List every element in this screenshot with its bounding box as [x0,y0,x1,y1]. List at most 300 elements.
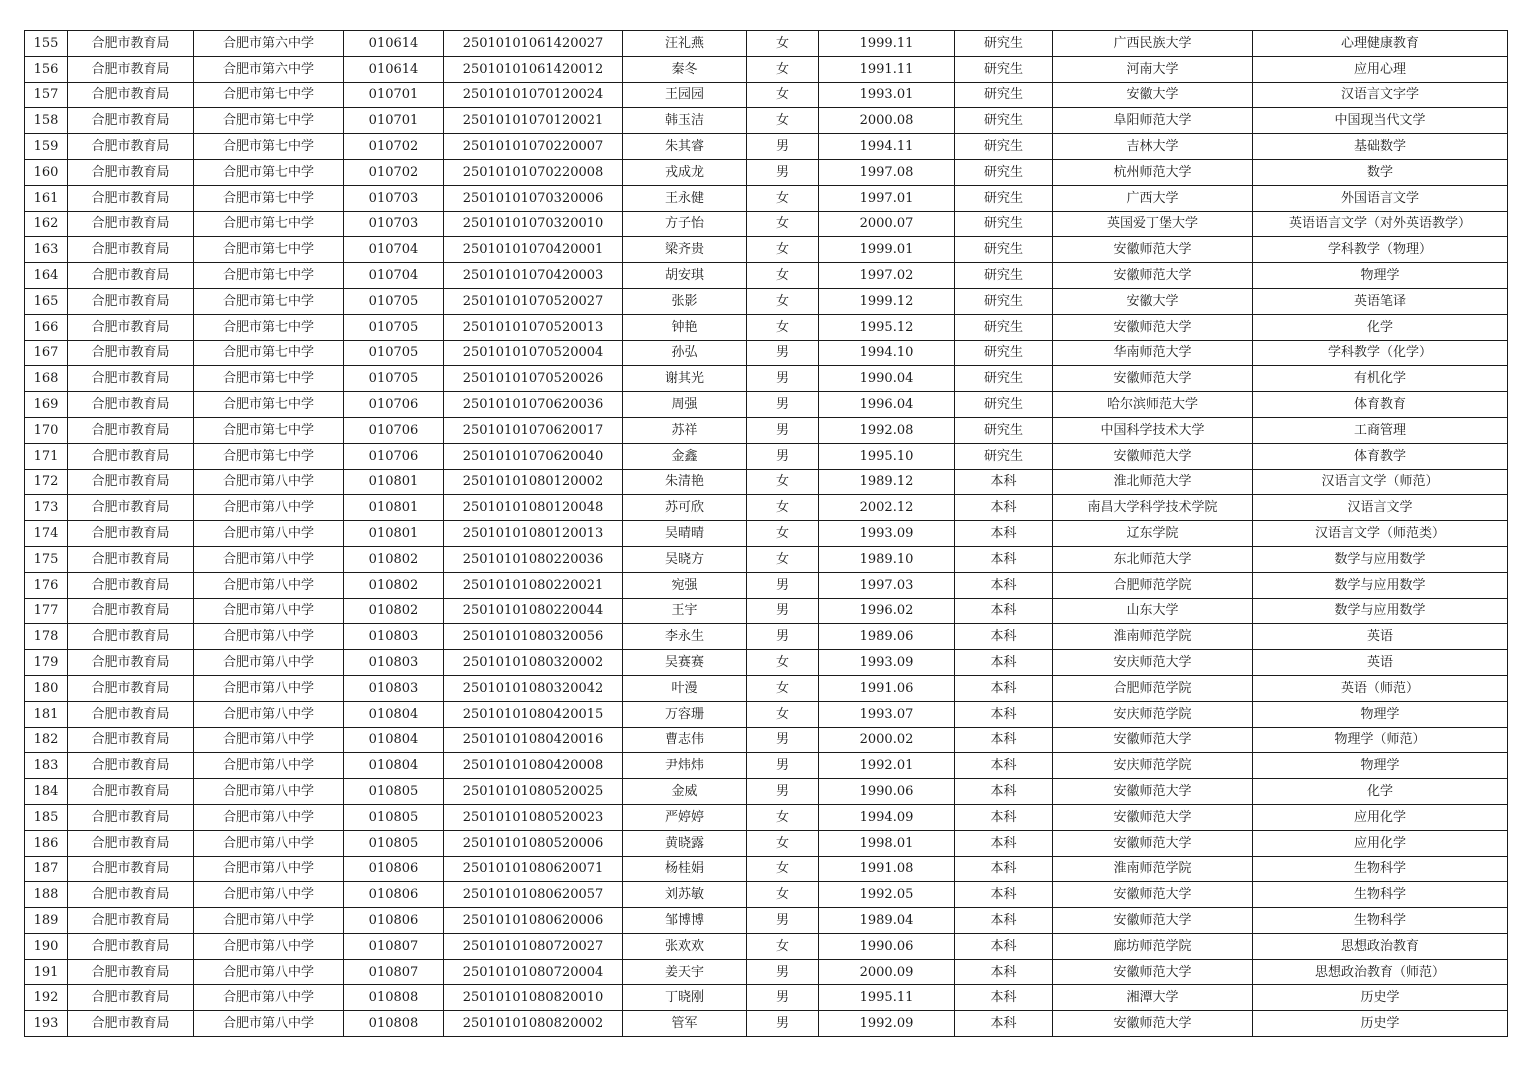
gender-cell: 女 [747,495,819,521]
gender-cell: 男 [747,417,819,443]
birth-date-cell: 1999.01 [819,237,955,263]
education-cell: 本科 [955,624,1053,650]
university-cell: 湘潭大学 [1053,985,1253,1011]
school-cell: 合肥市第七中学 [194,82,344,108]
major-cell: 物理学 [1253,263,1508,289]
table-row [25,985,1508,1011]
department-cell: 合肥市教育局 [68,392,194,418]
position-code-cell: 010614 [344,31,444,57]
major-cell: 体育教学 [1253,443,1508,469]
row-number-cell: 191 [25,959,68,985]
exam-id-cell: 25010101080420008 [444,753,623,779]
position-code-cell: 010804 [344,701,444,727]
position-code-cell: 010807 [344,959,444,985]
row-number-cell: 175 [25,546,68,572]
table-row [25,108,1508,134]
birth-date-cell: 1997.02 [819,263,955,289]
education-cell: 本科 [955,495,1053,521]
major-cell: 化学 [1253,779,1508,805]
position-code-cell: 010705 [344,340,444,366]
birth-date-cell: 1995.11 [819,985,955,1011]
row-number-cell: 159 [25,134,68,160]
table-row [25,134,1508,160]
table-row [25,263,1508,289]
birth-date-cell: 1993.01 [819,82,955,108]
birth-date-cell: 1992.08 [819,417,955,443]
birth-date-cell: 1992.01 [819,753,955,779]
education-cell: 本科 [955,572,1053,598]
education-cell: 本科 [955,753,1053,779]
exam-id-cell: 25010101080520006 [444,830,623,856]
candidate-name-cell: 周强 [623,392,747,418]
major-cell: 学科教学（物理） [1253,237,1508,263]
department-cell: 合肥市教育局 [68,572,194,598]
exam-id-cell: 25010101070220008 [444,159,623,185]
position-code-cell: 010702 [344,159,444,185]
position-code-cell: 010802 [344,546,444,572]
birth-date-cell: 1989.10 [819,546,955,572]
table-row [25,856,1508,882]
education-cell: 研究生 [955,211,1053,237]
candidate-name-cell: 万容珊 [623,701,747,727]
position-code-cell: 010706 [344,443,444,469]
university-cell: 廊坊师范学院 [1053,933,1253,959]
exam-id-cell: 25010101080220036 [444,546,623,572]
candidate-name-cell: 金威 [623,779,747,805]
gender-cell: 男 [747,727,819,753]
department-cell: 合肥市教育局 [68,779,194,805]
birth-date-cell: 1997.01 [819,185,955,211]
birth-date-cell: 1990.06 [819,779,955,805]
exam-id-cell: 25010101080320002 [444,650,623,676]
exam-id-cell: 25010101070620040 [444,443,623,469]
major-cell: 中国现当代文学 [1253,108,1508,134]
candidate-name-cell: 钟艳 [623,314,747,340]
position-code-cell: 010808 [344,1011,444,1037]
education-cell: 研究生 [955,108,1053,134]
candidate-name-cell: 朱清艳 [623,469,747,495]
table-row [25,31,1508,57]
university-cell: 阜阳师范大学 [1053,108,1253,134]
university-cell: 合肥师范学院 [1053,572,1253,598]
department-cell: 合肥市教育局 [68,211,194,237]
candidate-name-cell: 刘苏敏 [623,882,747,908]
university-cell: 安徽师范大学 [1053,314,1253,340]
birth-date-cell: 1992.05 [819,882,955,908]
department-cell: 合肥市教育局 [68,856,194,882]
education-cell: 本科 [955,830,1053,856]
education-cell: 研究生 [955,134,1053,160]
table-row [25,598,1508,624]
row-number-cell: 170 [25,417,68,443]
position-code-cell: 010801 [344,495,444,521]
university-cell: 合肥师范学院 [1053,675,1253,701]
university-cell: 东北师范大学 [1053,546,1253,572]
university-cell: 广西大学 [1053,185,1253,211]
exam-id-cell: 25010101080720027 [444,933,623,959]
school-cell: 合肥市第八中学 [194,753,344,779]
exam-id-cell: 25010101070120024 [444,82,623,108]
major-cell: 数学 [1253,159,1508,185]
row-number-cell: 192 [25,985,68,1011]
university-cell: 淮南师范学院 [1053,624,1253,650]
birth-date-cell: 1991.11 [819,56,955,82]
row-number-cell: 155 [25,31,68,57]
major-cell: 有机化学 [1253,366,1508,392]
birth-date-cell: 1997.08 [819,159,955,185]
candidate-name-cell: 王宇 [623,598,747,624]
position-code-cell: 010701 [344,82,444,108]
birth-date-cell: 1990.04 [819,366,955,392]
exam-id-cell: 25010101080620057 [444,882,623,908]
education-cell: 本科 [955,959,1053,985]
birth-date-cell: 1993.09 [819,650,955,676]
table-row [25,288,1508,314]
table-row [25,650,1508,676]
school-cell: 合肥市第八中学 [194,856,344,882]
table-row [25,469,1508,495]
gender-cell: 女 [747,56,819,82]
major-cell: 化学 [1253,314,1508,340]
school-cell: 合肥市第七中学 [194,159,344,185]
position-code-cell: 010805 [344,779,444,805]
exam-id-cell: 25010101070220007 [444,134,623,160]
birth-date-cell: 1995.10 [819,443,955,469]
university-cell: 安徽师范大学 [1053,779,1253,805]
education-cell: 研究生 [955,417,1053,443]
table-row [25,237,1508,263]
candidate-name-cell: 朱其睿 [623,134,747,160]
birth-date-cell: 1990.06 [819,933,955,959]
position-code-cell: 010706 [344,417,444,443]
department-cell: 合肥市教育局 [68,675,194,701]
position-code-cell: 010704 [344,263,444,289]
major-cell: 英语 [1253,624,1508,650]
position-code-cell: 010805 [344,804,444,830]
row-number-cell: 158 [25,108,68,134]
gender-cell: 女 [747,650,819,676]
table-row [25,959,1508,985]
row-number-cell: 181 [25,701,68,727]
major-cell: 数学与应用数学 [1253,598,1508,624]
table-row [25,340,1508,366]
education-cell: 本科 [955,546,1053,572]
education-cell: 本科 [955,882,1053,908]
university-cell: 中国科学技术大学 [1053,417,1253,443]
major-cell: 应用化学 [1253,830,1508,856]
row-number-cell: 172 [25,469,68,495]
university-cell: 南昌大学科学技术学院 [1053,495,1253,521]
exam-id-cell: 25010101080420015 [444,701,623,727]
education-cell: 本科 [955,701,1053,727]
row-number-cell: 171 [25,443,68,469]
gender-cell: 男 [747,1011,819,1037]
department-cell: 合肥市教育局 [68,521,194,547]
university-cell: 安徽师范大学 [1053,443,1253,469]
exam-id-cell: 25010101070420001 [444,237,623,263]
table-row [25,211,1508,237]
table-row [25,753,1508,779]
school-cell: 合肥市第八中学 [194,727,344,753]
candidate-name-cell: 丁晓刚 [623,985,747,1011]
university-cell: 安庆师范学院 [1053,753,1253,779]
exam-id-cell: 25010101080220044 [444,598,623,624]
department-cell: 合肥市教育局 [68,804,194,830]
school-cell: 合肥市第八中学 [194,675,344,701]
row-number-cell: 177 [25,598,68,624]
table-row [25,804,1508,830]
university-cell: 吉林大学 [1053,134,1253,160]
candidate-name-cell: 黄晓露 [623,830,747,856]
university-cell: 哈尔滨师范大学 [1053,392,1253,418]
exam-id-cell: 25010101070420003 [444,263,623,289]
row-number-cell: 179 [25,650,68,676]
education-cell: 本科 [955,521,1053,547]
birth-date-cell: 2000.07 [819,211,955,237]
major-cell: 思想政治教育（师范） [1253,959,1508,985]
table-row [25,417,1508,443]
school-cell: 合肥市第八中学 [194,908,344,934]
school-cell: 合肥市第七中学 [194,185,344,211]
row-number-cell: 189 [25,908,68,934]
birth-date-cell: 1998.01 [819,830,955,856]
education-cell: 研究生 [955,392,1053,418]
exam-id-cell: 25010101080120013 [444,521,623,547]
gender-cell: 男 [747,366,819,392]
department-cell: 合肥市教育局 [68,185,194,211]
position-code-cell: 010704 [344,237,444,263]
birth-date-cell: 1989.12 [819,469,955,495]
department-cell: 合肥市教育局 [68,340,194,366]
candidate-name-cell: 方子怡 [623,211,747,237]
birth-date-cell: 1989.06 [819,624,955,650]
candidate-name-cell: 韩玉洁 [623,108,747,134]
table-row [25,521,1508,547]
birth-date-cell: 1994.09 [819,804,955,830]
major-cell: 外国语言文学 [1253,185,1508,211]
gender-cell: 男 [747,598,819,624]
gender-cell: 男 [747,779,819,805]
position-code-cell: 010701 [344,108,444,134]
gender-cell: 男 [747,134,819,160]
row-number-cell: 174 [25,521,68,547]
gender-cell: 男 [747,624,819,650]
school-cell: 合肥市第八中学 [194,1011,344,1037]
candidate-name-cell: 叶漫 [623,675,747,701]
position-code-cell: 010803 [344,624,444,650]
university-cell: 安徽师范大学 [1053,882,1253,908]
major-cell: 物理学（师范） [1253,727,1508,753]
major-cell: 物理学 [1253,701,1508,727]
birth-date-cell: 1999.11 [819,31,955,57]
gender-cell: 女 [747,82,819,108]
table-row [25,1011,1508,1037]
row-number-cell: 165 [25,288,68,314]
position-code-cell: 010705 [344,314,444,340]
gender-cell: 女 [747,314,819,340]
candidate-name-cell: 梁齐贵 [623,237,747,263]
gender-cell: 男 [747,443,819,469]
education-cell: 本科 [955,650,1053,676]
department-cell: 合肥市教育局 [68,31,194,57]
department-cell: 合肥市教育局 [68,985,194,1011]
birth-date-cell: 2002.12 [819,495,955,521]
exam-id-cell: 25010101070320010 [444,211,623,237]
exam-id-cell: 25010101070520013 [444,314,623,340]
exam-id-cell: 25010101080320056 [444,624,623,650]
row-number-cell: 161 [25,185,68,211]
gender-cell: 女 [747,469,819,495]
row-number-cell: 187 [25,856,68,882]
candidate-name-cell: 王园园 [623,82,747,108]
education-cell: 研究生 [955,159,1053,185]
department-cell: 合肥市教育局 [68,933,194,959]
department-cell: 合肥市教育局 [68,753,194,779]
department-cell: 合肥市教育局 [68,366,194,392]
education-cell: 本科 [955,727,1053,753]
university-cell: 河南大学 [1053,56,1253,82]
gender-cell: 男 [747,572,819,598]
position-code-cell: 010705 [344,288,444,314]
gender-cell: 女 [747,830,819,856]
row-number-cell: 162 [25,211,68,237]
department-cell: 合肥市教育局 [68,727,194,753]
university-cell: 辽东学院 [1053,521,1253,547]
position-code-cell: 010808 [344,985,444,1011]
school-cell: 合肥市第八中学 [194,495,344,521]
education-cell: 本科 [955,598,1053,624]
exam-id-cell: 25010101080420016 [444,727,623,753]
row-number-cell: 176 [25,572,68,598]
education-cell: 本科 [955,675,1053,701]
candidate-name-cell: 吴晓方 [623,546,747,572]
table-row [25,495,1508,521]
table-row [25,159,1508,185]
major-cell: 生物科学 [1253,856,1508,882]
major-cell: 工商管理 [1253,417,1508,443]
exam-id-cell: 25010101070620017 [444,417,623,443]
education-cell: 研究生 [955,288,1053,314]
gender-cell: 女 [747,31,819,57]
candidate-name-cell: 汪礼燕 [623,31,747,57]
department-cell: 合肥市教育局 [68,159,194,185]
education-cell: 本科 [955,985,1053,1011]
position-code-cell: 010804 [344,753,444,779]
candidate-name-cell: 张影 [623,288,747,314]
table-row [25,933,1508,959]
major-cell: 基础数学 [1253,134,1508,160]
school-cell: 合肥市第七中学 [194,288,344,314]
birth-date-cell: 1997.03 [819,572,955,598]
education-cell: 本科 [955,1011,1053,1037]
position-code-cell: 010807 [344,933,444,959]
school-cell: 合肥市第八中学 [194,469,344,495]
school-cell: 合肥市第八中学 [194,701,344,727]
education-cell: 研究生 [955,314,1053,340]
school-cell: 合肥市第八中学 [194,804,344,830]
position-code-cell: 010805 [344,830,444,856]
major-cell: 汉语言文学（师范类） [1253,521,1508,547]
university-cell: 安徽师范大学 [1053,959,1253,985]
school-cell: 合肥市第七中学 [194,263,344,289]
table-row [25,546,1508,572]
row-number-cell: 178 [25,624,68,650]
position-code-cell: 010806 [344,908,444,934]
exam-id-cell: 25010101070520026 [444,366,623,392]
table-body [25,31,1508,1037]
birth-date-cell: 1989.04 [819,908,955,934]
row-number-cell: 185 [25,804,68,830]
university-cell: 英国爱丁堡大学 [1053,211,1253,237]
row-number-cell: 186 [25,830,68,856]
gender-cell: 男 [747,753,819,779]
birth-date-cell: 1996.04 [819,392,955,418]
gender-cell: 男 [747,392,819,418]
table-row [25,908,1508,934]
exam-id-cell: 25010101061420012 [444,56,623,82]
row-number-cell: 190 [25,933,68,959]
position-code-cell: 010804 [344,727,444,753]
department-cell: 合肥市教育局 [68,134,194,160]
gender-cell: 女 [747,237,819,263]
candidate-name-cell: 李永生 [623,624,747,650]
school-cell: 合肥市第七中学 [194,211,344,237]
school-cell: 合肥市第八中学 [194,572,344,598]
candidate-name-cell: 管军 [623,1011,747,1037]
department-cell: 合肥市教育局 [68,469,194,495]
gender-cell: 女 [747,263,819,289]
major-cell: 汉语言文学（师范） [1253,469,1508,495]
candidate-name-cell: 杨桂娟 [623,856,747,882]
row-number-cell: 180 [25,675,68,701]
school-cell: 合肥市第七中学 [194,366,344,392]
position-code-cell: 010614 [344,56,444,82]
school-cell: 合肥市第七中学 [194,134,344,160]
education-cell: 研究生 [955,340,1053,366]
university-cell: 安徽师范大学 [1053,1011,1253,1037]
department-cell: 合肥市教育局 [68,443,194,469]
position-code-cell: 010802 [344,572,444,598]
candidate-name-cell: 王永健 [623,185,747,211]
education-cell: 研究生 [955,82,1053,108]
gender-cell: 女 [747,185,819,211]
candidate-name-cell: 吴赛赛 [623,650,747,676]
school-cell: 合肥市第八中学 [194,985,344,1011]
table-row [25,779,1508,805]
gender-cell: 男 [747,985,819,1011]
row-number-cell: 188 [25,882,68,908]
candidate-name-cell: 张欢欢 [623,933,747,959]
major-cell: 英语（师范） [1253,675,1508,701]
school-cell: 合肥市第八中学 [194,882,344,908]
major-cell: 思想政治教育 [1253,933,1508,959]
candidate-name-cell: 戎成龙 [623,159,747,185]
university-cell: 安徽师范大学 [1053,263,1253,289]
birth-date-cell: 1999.12 [819,288,955,314]
school-cell: 合肥市第七中学 [194,392,344,418]
department-cell: 合肥市教育局 [68,417,194,443]
university-cell: 安庆师范学院 [1053,701,1253,727]
exam-id-cell: 25010101070120021 [444,108,623,134]
department-cell: 合肥市教育局 [68,56,194,82]
gender-cell: 女 [747,546,819,572]
department-cell: 合肥市教育局 [68,314,194,340]
gender-cell: 女 [747,675,819,701]
school-cell: 合肥市第七中学 [194,340,344,366]
table-row [25,830,1508,856]
row-number-cell: 163 [25,237,68,263]
major-cell: 学科教学（化学） [1253,340,1508,366]
